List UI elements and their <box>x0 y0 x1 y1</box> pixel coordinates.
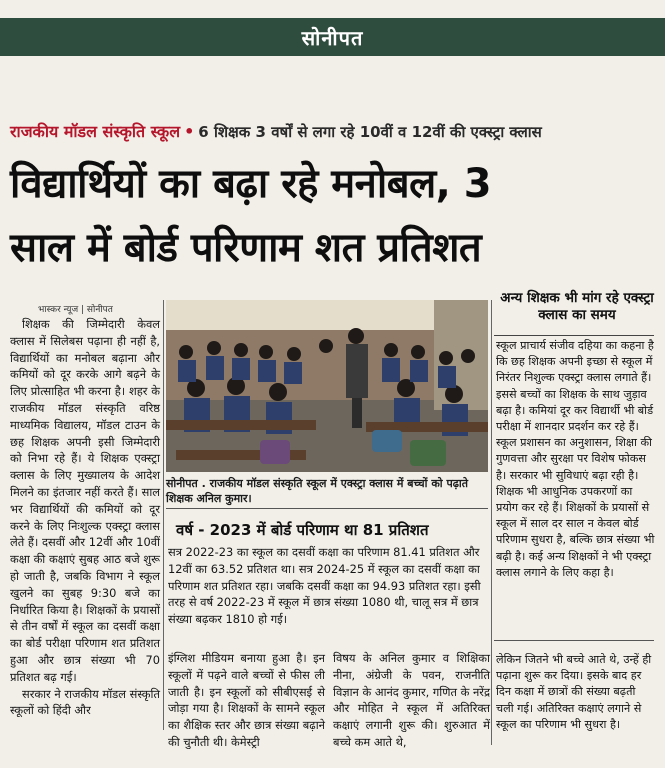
section-banner <box>0 18 665 56</box>
kicker-tag: राजकीय मॉडल संस्कृति स्कूल <box>10 122 181 141</box>
right-sidebar-header <box>494 290 660 330</box>
byline: भास्कर न्यूज | सोनीपत <box>38 305 113 315</box>
sub-story-columns <box>168 650 490 749</box>
classroom-photo <box>166 300 488 472</box>
kicker-line <box>10 120 660 144</box>
kicker-bullet: • <box>184 122 195 141</box>
article-paragraph: शिक्षक की जिम्मेदारी केवल क्लास में सिलेबस पढ़ाना ही नहीं है, विद्यार्थियों का मनोबल बढ़ाना और कमियों को दूर करके आगे बढ़ने के लिए प्रोत्साहित भी करना है। शहर के राजकीय मॉडल संस्कृति वरिष्ठ माध्यमिक विद्यालय, मॉडल टाउन के छह शिक्षक अपनी इसी जिम्मेदारी को निभा रहे हैं। ये शिक्षक एक्स्ट्रा क्लास के लिए मुख्यालय के आदेश मिलने का इंतजार नहीं करते हैं। साल भर विद्यार्थियों की कमियों को दूर करने के लिए निःशुल्क एक्स्ट्रा क्लास लेते हैं। दसवीं और 12वीं और 10वीं कक्षा की कक्षाएं सुबह आठ बजे शुरू हो जाती है, जबकि विभाग ने स्कूल खुलने का सुबह 9:30 बजे का निर्धारित किया है। शिक्षकों के प्रयासों से तीन वर्षों में स्कूल का दसवीं कक्षा का बोर्ड परीक्षा परिणाम शत प्रतिशत हुआ और छात्र संख्या भी 70 प्रतिशत बढ़ गई। <box>10 317 160 684</box>
article-paragraph: इंग्लिश मीडियम बनाया हुआ है। इन स्कूलों में पढ़ने वाले बच्चों से फीस ली जाती है। इन स्कूलों को सीबीएसई से जोड़ा गया है। शिक्षकों के सामने स्कूल का शैक्षिक स्तर और छात्र संख्या बढ़ाने की चुनौती थी। केमेस्ट्री <box>168 651 325 749</box>
photo-caption: सोनीपत . राजकीय मॉडल संस्कृति स्कूल में एक्स्ट्रा क्लास में बच्चों को पढ़ाते शिक्षक अनिल कुमार। <box>166 477 469 505</box>
section-divider <box>494 335 654 336</box>
right-sidebar-headline: अन्य शिक्षक भी मांग रहे एक्स्ट्रा क्लास का समय <box>500 290 654 323</box>
article-column <box>333 650 490 749</box>
headline-line-2: साल में बोर्ड परिणाम शत प्रतिशत <box>10 225 482 271</box>
section-divider <box>494 640 654 641</box>
article-paragraph: स्कूल प्राचार्य संजीव दहिया का कहना है कि छह शिक्षक अपनी इच्छा से स्कूल में निरंतर निशुल्क एक्स्ट्रा क्लास लगाते हैं। इससे बच्चों का शिक्षक के साथ जुड़ाव बढ़ा है। कमियां दूर कर विद्यार्थी भी बोर्ड परीक्षा में शानदार प्रदर्शन कर रहे हैं। स्कूल प्रशासन का अनुशासन, शिक्षा की गुणवत्ता और सुरक्षा पर विशेष फोकस है। सरकार भी सुविधाएं बढ़ा रही है। शिक्षक भी आधुनिक उपकरणों का प्रयोग कर रहे हैं। शिक्षकों के प्रयासों से स्कूल में साल दर साल न केवल बोर्ड परिणाम सुधरा है, बल्कि छात्र संख्या भी बढ़ी है। कई अन्य शिक्षकों ने भी एक्स्ट्रा क्लास लगाने के लिए कहा है। <box>496 339 655 579</box>
column-divider <box>163 300 164 730</box>
headline-line-1: विद्यार्थियों का बढ़ा रहे मनोबल, 3 <box>10 161 492 207</box>
sub-story-body <box>168 544 490 646</box>
article-continuation <box>496 652 656 744</box>
article-paragraph: सरकार ने राजकीय मॉडल संस्कृति स्कूलों को हिंदी और <box>10 686 160 718</box>
article-paragraph: विषय के अनिल कुमार व शिक्षिका नीना, अंग्रेजी के पवन, राजनीति विज्ञान के आनंद कुमार, गणित के नरेंद्र और मोहित ने स्कूल में अतिरिक्त कक्षाएं लगानी शुरू की। शुरुआत में बच्चे कम आते थे, <box>333 651 490 749</box>
article-paragraph: सत्र 2022-23 का स्कूल का दसवीं कक्षा का परिणाम 81.41 प्रतिशत और 12वीं का 63.52 प्रतिशत था। सत्र 2024-25 में स्कूल का दसवीं कक्षा का परिणाम शत प्रतिशत रहा। जबकि दसवीं कक्षा का 94.93 प्रतिशत रहा। इसी तरह से वर्ष 2022-23 में स्कूल में छात्र संख्या 1080 थी, चालू सत्र में छात्र संख्या बढ़कर 1810 हो गई। <box>168 545 481 627</box>
article-left-column <box>10 316 160 726</box>
column-divider <box>491 300 492 745</box>
classroom-photo-illustration <box>166 300 488 472</box>
section-divider <box>166 508 488 509</box>
sub-story-headline: वर्ष - 2023 में बोर्ड परिणाम था 81 प्रतिशत <box>176 521 429 539</box>
section-title: सोनीपत <box>301 25 364 50</box>
article-column <box>168 650 325 749</box>
article-paragraph: लेकिन जितने भी बच्चे आते थे, उन्हें ही पढ़ाना शुरू कर दिया। इसके बाद हर दिन कक्षा में छात्रों की संख्या बढ़ती चली गई। अतिरिक्त कक्षाएं लगाने से स्कूल का परिणाम भी सुधरा है। <box>496 653 652 731</box>
right-sidebar-body <box>496 338 656 628</box>
kicker-subhead: 6 शिक्षक 3 वर्षों से लगा रहे 10वीं व 12वीं की एक्स्ट्रा क्लास <box>198 123 542 141</box>
